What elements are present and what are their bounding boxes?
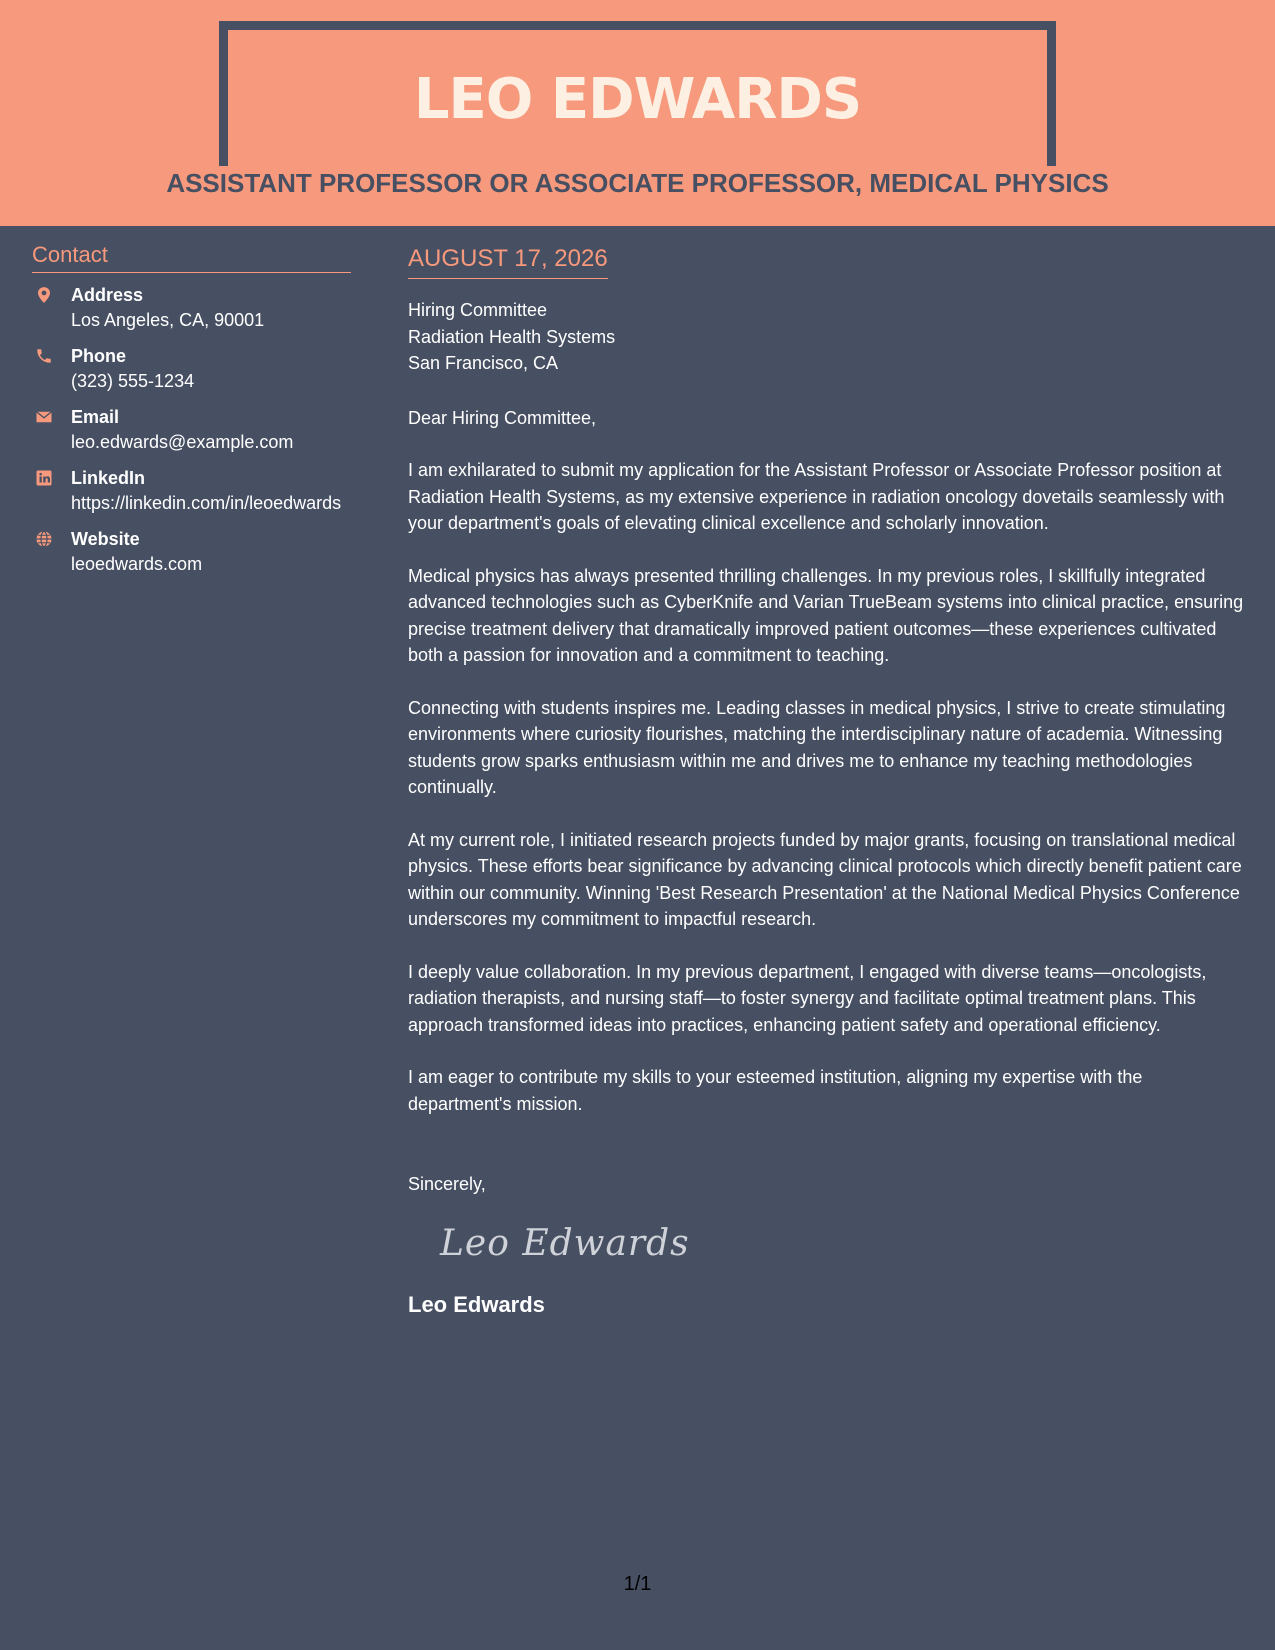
contact-phone xyxy=(32,344,351,393)
contact-linkedin xyxy=(32,466,351,515)
letter-paragraph: Medical physics has always presented thrilling challenges. In my previous roles, I skillfully integrated advanced technologies such as CyberKnife and Varian TrueBeam systems into clinical practice, ensuring precise treatment delivery that dramatically improved patient outcomes—these experiences cultivated both a passion for innovation and a commitment to teaching. xyxy=(408,565,1244,665)
contact-website xyxy=(32,527,351,576)
phone-icon xyxy=(35,347,53,365)
website-label: Website xyxy=(71,529,140,549)
address-value: Los Angeles, CA, 90001 xyxy=(71,310,265,330)
letter-body xyxy=(408,242,1250,1320)
header-banner xyxy=(0,0,1275,226)
envelope-icon xyxy=(35,408,53,426)
linkedin-icon xyxy=(35,469,53,487)
recipient-block xyxy=(408,297,1250,377)
contact-address xyxy=(32,283,351,332)
website-value[interactable]: leoedwards.com xyxy=(71,554,203,574)
map-pin-icon xyxy=(35,286,53,304)
job-title: ASSISTANT PROFESSOR OR ASSOCIATE PROFESSOR, MEDICAL PHYSICS xyxy=(166,168,1109,198)
linkedin-label: LinkedIn xyxy=(71,468,146,488)
email-value: leo.edwards@example.com xyxy=(71,432,294,452)
signer-name: Leo Edwards xyxy=(408,1291,545,1317)
address-label: Address xyxy=(71,285,144,305)
handwritten-signature: Leo Edwards xyxy=(440,1222,690,1264)
phone-label: Phone xyxy=(71,346,127,366)
recipient-line: Hiring Committee xyxy=(408,300,548,320)
globe-icon xyxy=(35,530,53,548)
letter-date: AUGUST 17, 2026 xyxy=(408,242,608,279)
closing: Sincerely, xyxy=(408,1174,486,1194)
recipient-line: Radiation Health Systems xyxy=(408,326,616,347)
contact-heading: Contact xyxy=(32,240,351,273)
applicant-name: LEO EDWARDS xyxy=(413,67,862,132)
recipient-line: San Francisco, CA xyxy=(408,353,559,373)
letter-paragraph: I am eager to contribute my skills to your esteemed institution, aligning my expertise with the department's mission. xyxy=(408,1067,1143,1114)
email-label: Email xyxy=(71,407,120,427)
letter-paragraph: I deeply value collaboration. In my previous department, I engaged with diverse teams—oncologists, radiation therapists, and nursing staff—to foster synergy and facilitate optimal treatment plans. This approach transformed ideas into practices, enhancing patient safety and operational efficiency. xyxy=(408,961,1207,1035)
letter-paragraph: At my current role, I initiated research projects funded by major grants, focusing on translational medical physics. These efforts bear significance by advancing clinical protocols which directly benefit patient care within our community. Winning 'Best Research Presentation' at the National Medical Physics Conference underscores my commitment to impactful research. xyxy=(408,829,1242,929)
phone-value: (323) 555-1234 xyxy=(71,371,195,391)
letter-paragraph: Connecting with students inspires me. Leading classes in medical physics, I strive to create stimulating environments where curiosity flourishes, matching the interdisciplinary nature of academia. Witnessing students grow sparks enthusiasm within me and drives me to enhance my teaching methodologies continually. xyxy=(408,697,1226,797)
contact-email xyxy=(32,405,351,454)
letter-paragraph: I am exhilarated to submit my application for the Assistant Professor or Associate Professor position at Radiation Health Systems, as my extensive experience in radiation oncology dovetails seamlessly with your department's goals of elevating clinical excellence and scholarly innovation. xyxy=(408,460,1225,533)
salutation: Dear Hiring Committee, xyxy=(408,407,597,428)
linkedin-value[interactable]: https://linkedin.com/in/leoedwards xyxy=(71,493,342,513)
contact-sidebar xyxy=(32,240,351,588)
page-number: 1/1 xyxy=(623,1573,652,1595)
